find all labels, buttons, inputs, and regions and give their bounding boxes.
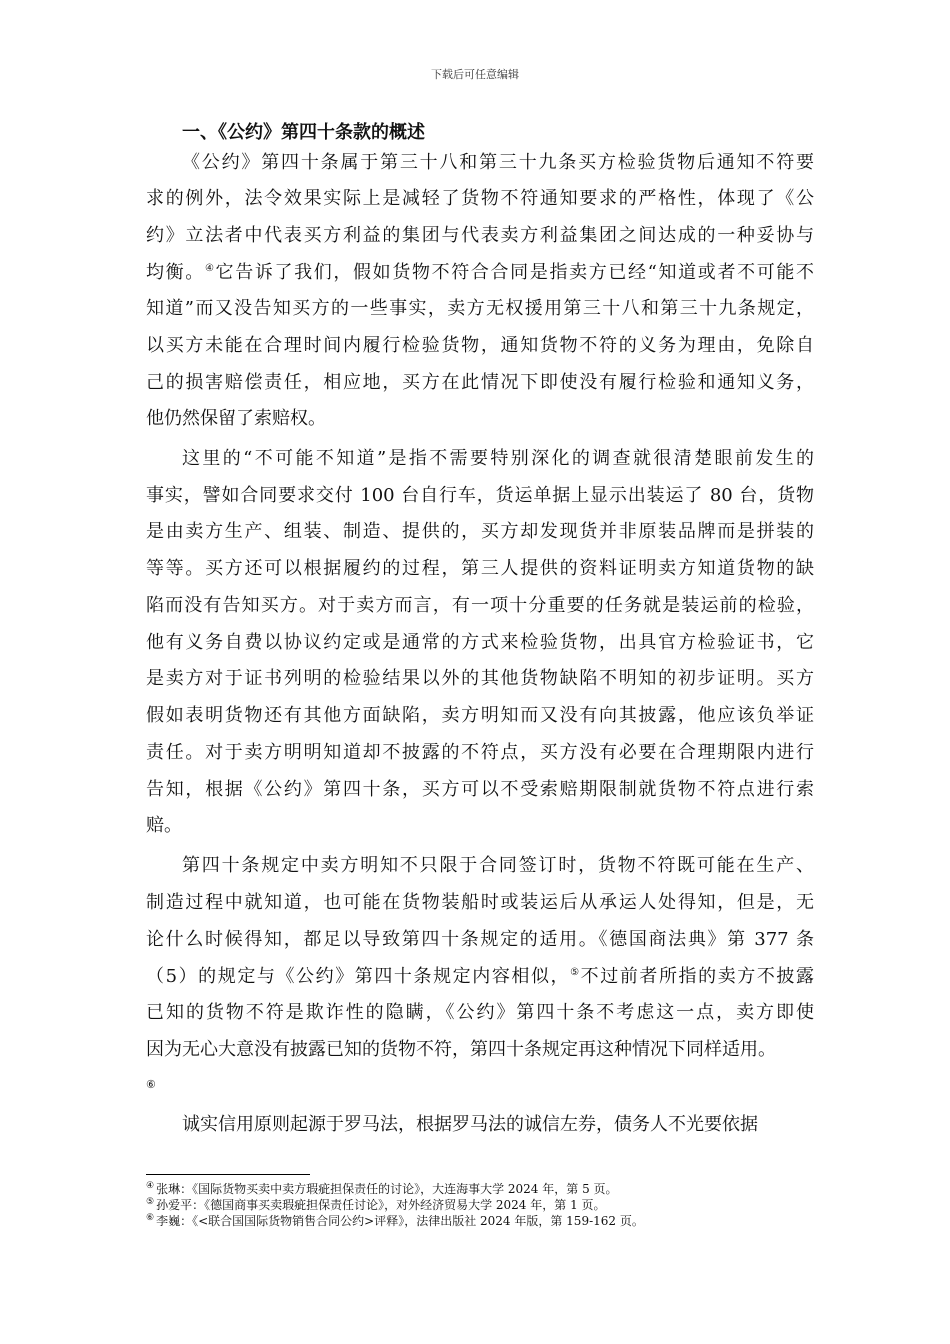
body-line: 《公约》第四十条属于第三十八和第三十九条买方检验货物后通知不符要 — [182, 152, 814, 173]
body-line: 第四十条规定中卖方明知不只限于合同签订时，货物不符既可能在生产、 — [182, 855, 814, 876]
body-text: （5）的规定与《公约》第四十条规定内容相似， — [146, 966, 571, 987]
body-line: 赔。 — [146, 815, 182, 836]
body-line: 制造过程中就知道，也可能在货物装船时或装运后从承运人处得知，但是，无 — [146, 892, 814, 913]
footnote — [146, 1198, 606, 1212]
footnote — [146, 1182, 618, 1196]
body-line: 事实，譬如合同要求交付 100 台自行车，货运单据上显示出装运了 80 台，货物 — [146, 485, 814, 506]
footnote-ref[interactable]: ⑥ — [146, 1078, 156, 1091]
body-line: 是由卖方生产、组装、制造、提供的，买方却发现货并非原装品牌而是拼装的 — [146, 521, 814, 542]
body-line: 假如表明货物还有其他方面缺陷，卖方明知而又没有向其披露，他应该负举证 — [146, 705, 814, 726]
footnote-ref[interactable]: ④ — [204, 263, 216, 274]
body-line — [146, 262, 814, 284]
footnote-text: 张琳：《国际货物买卖中卖方瑕疵担保责任的讨论》，大连海事大学 2024 年，第 5 页。 — [156, 1182, 618, 1196]
body-line: 己的损害赔偿责任，相应地，买方在此情况下即使没有履行检验和通知义务， — [146, 372, 814, 393]
footnote-ref[interactable]: ⑤ — [570, 967, 581, 978]
body-text: 它告诉了我们，假如货物不符合合同是指卖方已经“知道或者不可能不 — [215, 262, 815, 283]
footnote — [146, 1214, 644, 1228]
body-line: 以买方未能在合理时间内履行检验货物，通知货物不符的义务为理由，免除自 — [146, 335, 814, 356]
footnote-separator — [146, 1174, 310, 1175]
section-heading: 一、《公约》第四十条款的概述 — [182, 122, 425, 143]
footnote-mark: ⑤ — [146, 1197, 155, 1207]
body-line: 因为无心大意没有披露已知的货物不符，第四十条规定再这种情况下同样适用。 — [146, 1039, 776, 1060]
body-line: 等等。买方还可以根据履约的过程，第三人提供的资料证明卖方知道货物的缺 — [146, 558, 814, 579]
body-line: 责任。对于卖方明明知道却不披露的不符点，买方没有必要在合理期限内进行 — [146, 742, 814, 763]
body-text: 均衡。 — [146, 262, 205, 283]
footnote-text: 李巍：《<联合国国际货物销售合同公约>评释》，法律出版社 2024 年版，第 159-162 页。 — [156, 1214, 644, 1228]
body-line — [146, 966, 814, 988]
body-line: 他有义务自费以协议约定或是通常的方式来检验货物，出具官方检验证书，它 — [146, 632, 814, 653]
footnote-mark: ⑥ — [146, 1213, 155, 1223]
body-line: 是卖方对于证书列明的检验结果以外的其他货物缺陷不明知的初步证明。买方 — [146, 668, 814, 689]
body-line: 论什么时候得知，都足以导致第四十条规定的适用。《德国商法典》第 377 条 — [146, 929, 814, 950]
footnote-text: 孙爱平：《德国商事买卖瑕疵担保责任讨论》，对外经济贸易大学 2024 年，第 1 页。 — [156, 1198, 606, 1212]
body-line: 他仍然保留了索赔权。 — [146, 408, 326, 429]
footnote-mark: ④ — [146, 1181, 155, 1191]
page-header: 下载后可任意编辑 — [431, 68, 519, 81]
body-line: 已知的货物不符是欺诈性的隐瞒，《公约》第四十条不考虑这一点，卖方即使 — [146, 1002, 814, 1023]
body-line: 陷而没有告知买方。对于卖方而言，有一项十分重要的任务就是装运前的检验， — [146, 595, 814, 616]
body-line: 求的例外，法令效果实际上是减轻了货物不符通知要求的严格性，体现了《公 — [146, 188, 814, 209]
body-line: 知道”而又没告知买方的一些事实，卖方无权援用第三十八和第三十九条规定， — [146, 298, 814, 319]
body-text: 不过前者所指的卖方不披露 — [580, 966, 815, 987]
body-line: 这里的“不可能不知道”是指不需要特别深化的调查就很清楚眼前发生的 — [182, 448, 814, 469]
body-line: 约》立法者中代表买方利益的集团与代表卖方利益集团之间达成的一种妥协与 — [146, 225, 814, 246]
body-line: 告知，根据《公约》第四十条，买方可以不受索赔期限制就货物不符点进行索 — [146, 779, 814, 800]
body-line: 诚实信用原则起源于罗马法，根据罗马法的诚信左券，债务人不光要依据 — [182, 1114, 758, 1135]
